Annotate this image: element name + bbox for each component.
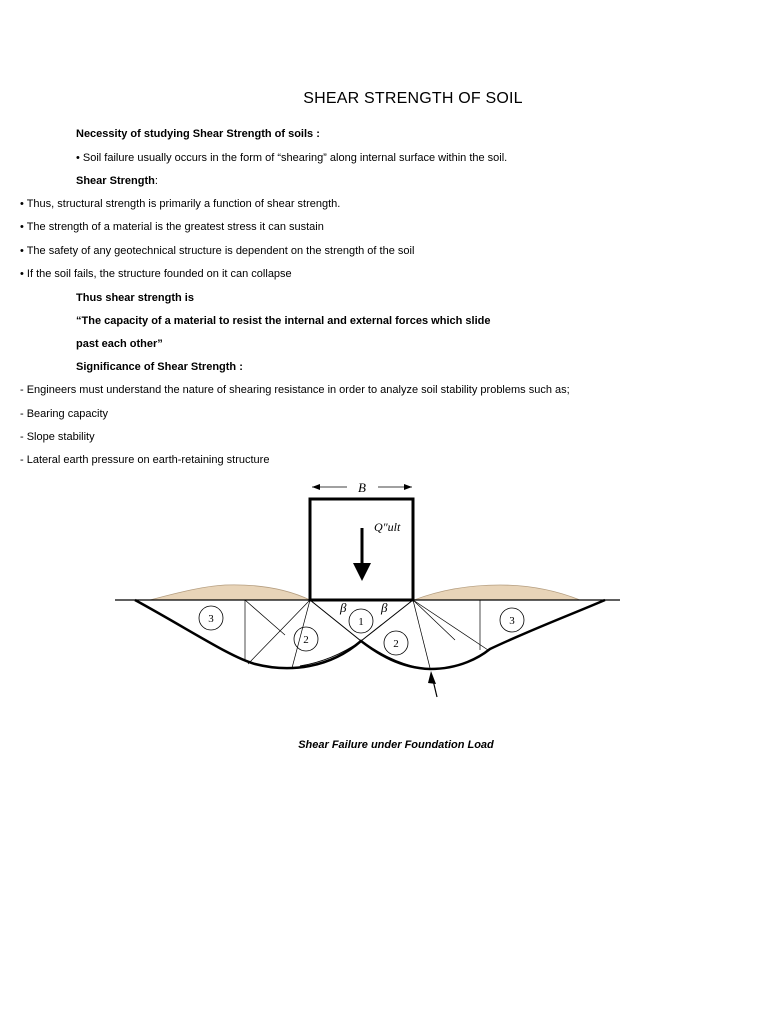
width-arrowhead-right bbox=[404, 484, 412, 490]
page-title: SHEAR STRENGTH OF SOIL bbox=[303, 90, 523, 107]
angle-label-left: β bbox=[340, 600, 347, 615]
dash-item: - Bearing capacity bbox=[20, 408, 109, 420]
section-heading-necessity: Necessity of studying Shear Strength of soils : bbox=[76, 128, 320, 140]
shear-strength-label: Shear Strength bbox=[76, 175, 155, 187]
thus-heading: Thus shear strength is bbox=[76, 292, 194, 304]
width-label: B bbox=[358, 480, 366, 495]
bullet-item: • The safety of any geotechnical structure is dependent on the strength of the soil bbox=[20, 245, 415, 257]
heave-mound-right bbox=[414, 585, 580, 600]
shear-line-right-4 bbox=[413, 600, 455, 640]
zone-label: 2 bbox=[393, 638, 399, 650]
heave-mound-left bbox=[150, 585, 310, 600]
angle-label-right: β bbox=[381, 600, 388, 615]
zone-label: 3 bbox=[509, 615, 515, 627]
bullet-item: • Thus, structural strength is primarily a function of shear strength. bbox=[20, 198, 341, 210]
necessity-bullet: • Soil failure usually occurs in the form of “shearing” along internal surface within the soil. bbox=[76, 152, 508, 164]
dash-item: - Engineers must understand the nature of shearing resistance in order to analyze soil stability problems such as; bbox=[20, 384, 570, 396]
shear-line-right-1 bbox=[413, 600, 488, 650]
definition-line-1: “The capacity of a material to resist the internal and external forces which slide bbox=[76, 315, 491, 327]
zone-label: 1 bbox=[358, 616, 364, 628]
shear-strength-colon: : bbox=[154, 175, 158, 187]
load-label: Q″ult bbox=[374, 520, 401, 534]
reaction-arrowhead bbox=[428, 671, 436, 684]
zone-label: 3 bbox=[208, 613, 214, 625]
width-arrowhead-left bbox=[312, 484, 320, 490]
dash-item: - Lateral earth pressure on earth-retaining structure bbox=[20, 454, 270, 466]
shear-line-left-1 bbox=[248, 600, 310, 664]
failure-surface-inner-left bbox=[300, 641, 361, 666]
bullet-item: • If the soil fails, the structure founded on it can collapse bbox=[20, 268, 292, 280]
failure-surface-inner-right bbox=[361, 641, 420, 668]
bullet-item: • The strength of a material is the greatest stress it can sustain bbox=[20, 221, 324, 233]
definition-line-2: past each other” bbox=[76, 338, 163, 350]
shear-line-right-2 bbox=[413, 600, 430, 668]
zone-label: 2 bbox=[303, 634, 309, 646]
shear-line-left-4 bbox=[245, 600, 285, 635]
load-arrowhead bbox=[353, 563, 371, 581]
figure-caption: Shear Failure under Foundation Load bbox=[298, 739, 494, 751]
significance-heading: Significance of Shear Strength : bbox=[76, 361, 243, 373]
dash-item: - Slope stability bbox=[20, 431, 95, 443]
